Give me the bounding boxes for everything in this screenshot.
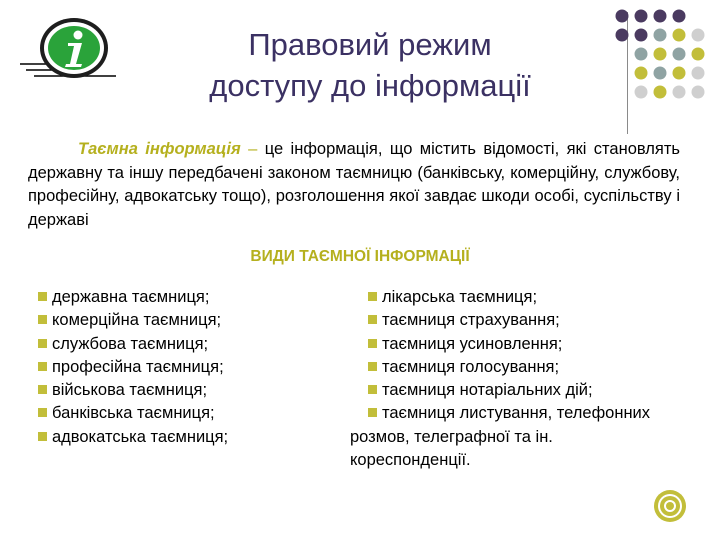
list-item xyxy=(38,356,338,379)
nav-ring-icon[interactable] xyxy=(652,488,688,524)
list-item xyxy=(368,356,718,379)
list-item-label: таємниця нотаріальних дій; xyxy=(382,381,593,400)
list-item-continuation-text: кореспонденції. xyxy=(350,451,471,470)
list-item-label: банківська таємниця; xyxy=(52,404,215,423)
list-item-continuation xyxy=(350,449,718,472)
list-item xyxy=(38,426,338,449)
bullet-square-icon xyxy=(368,385,377,394)
info-icon xyxy=(18,14,122,84)
bullet-square-icon xyxy=(38,385,47,394)
list-item xyxy=(368,333,718,356)
bullet-square-icon xyxy=(38,292,47,301)
list-item-label: професійна таємниця; xyxy=(52,357,224,376)
list-item-label: таємниця листування, телефонних xyxy=(382,404,651,423)
list-item-label: службова таємниця; xyxy=(52,334,209,353)
definition-dash: – xyxy=(240,140,265,158)
bullet-square-icon xyxy=(38,362,47,371)
bullet-square-icon xyxy=(368,408,377,417)
list-item xyxy=(38,286,338,309)
list-item-label: таємниця голосування; xyxy=(382,357,560,376)
bullet-square-icon xyxy=(368,362,377,371)
bullet-square-icon xyxy=(368,315,377,324)
bullet-square-icon xyxy=(38,432,47,441)
title-line-1: Правовий режим xyxy=(248,27,492,62)
secret-types-right-list xyxy=(350,286,718,472)
list-item-label: адвокатська таємниця; xyxy=(52,427,229,446)
bullet-square-icon xyxy=(38,315,47,324)
list-item-label: таємниця усиновлення; xyxy=(382,334,563,353)
list-item xyxy=(38,402,338,425)
bullet-square-icon xyxy=(38,339,47,348)
list-item xyxy=(38,309,338,332)
definition-text: це інформація, що містить відомості, які становлять державну та іншу передбачені законом таємницю (банківську, комерційну, службову, професійну, адвокатську тощо), розголошення якої завдає шкоди особі, суспільству і державі xyxy=(28,140,680,229)
bullet-square-icon xyxy=(38,408,47,417)
list-item-label: військова таємниця; xyxy=(52,381,208,400)
section-subtitle: ВИДИ ТАЄМНОЇ ІНФОРМАЦІЇ xyxy=(250,248,470,265)
list-item-continuation-text: розмов, телеграфної та ін. xyxy=(350,427,553,446)
definition-paragraph xyxy=(28,138,680,232)
page-title xyxy=(160,24,580,106)
list-item xyxy=(38,379,338,402)
secret-types-left-list xyxy=(38,286,338,449)
title-line-2: доступу до інформації xyxy=(209,68,531,103)
list-item xyxy=(368,402,718,425)
list-item-label: державна таємниця; xyxy=(52,288,210,306)
list-item xyxy=(368,309,718,332)
list-item-continuation xyxy=(350,426,718,449)
decorative-dots xyxy=(614,8,714,114)
list-item xyxy=(38,333,338,356)
definition-term: Таємна інформація xyxy=(78,140,241,158)
list-item xyxy=(368,286,718,309)
list-item-label: лікарська таємниця; xyxy=(382,288,538,306)
list-item xyxy=(368,379,718,402)
list-item-label: таємниця страхування; xyxy=(382,311,560,330)
bullet-square-icon xyxy=(368,339,377,348)
bullet-square-icon xyxy=(368,292,377,301)
list-item-label: комерційна таємниця; xyxy=(52,311,222,330)
